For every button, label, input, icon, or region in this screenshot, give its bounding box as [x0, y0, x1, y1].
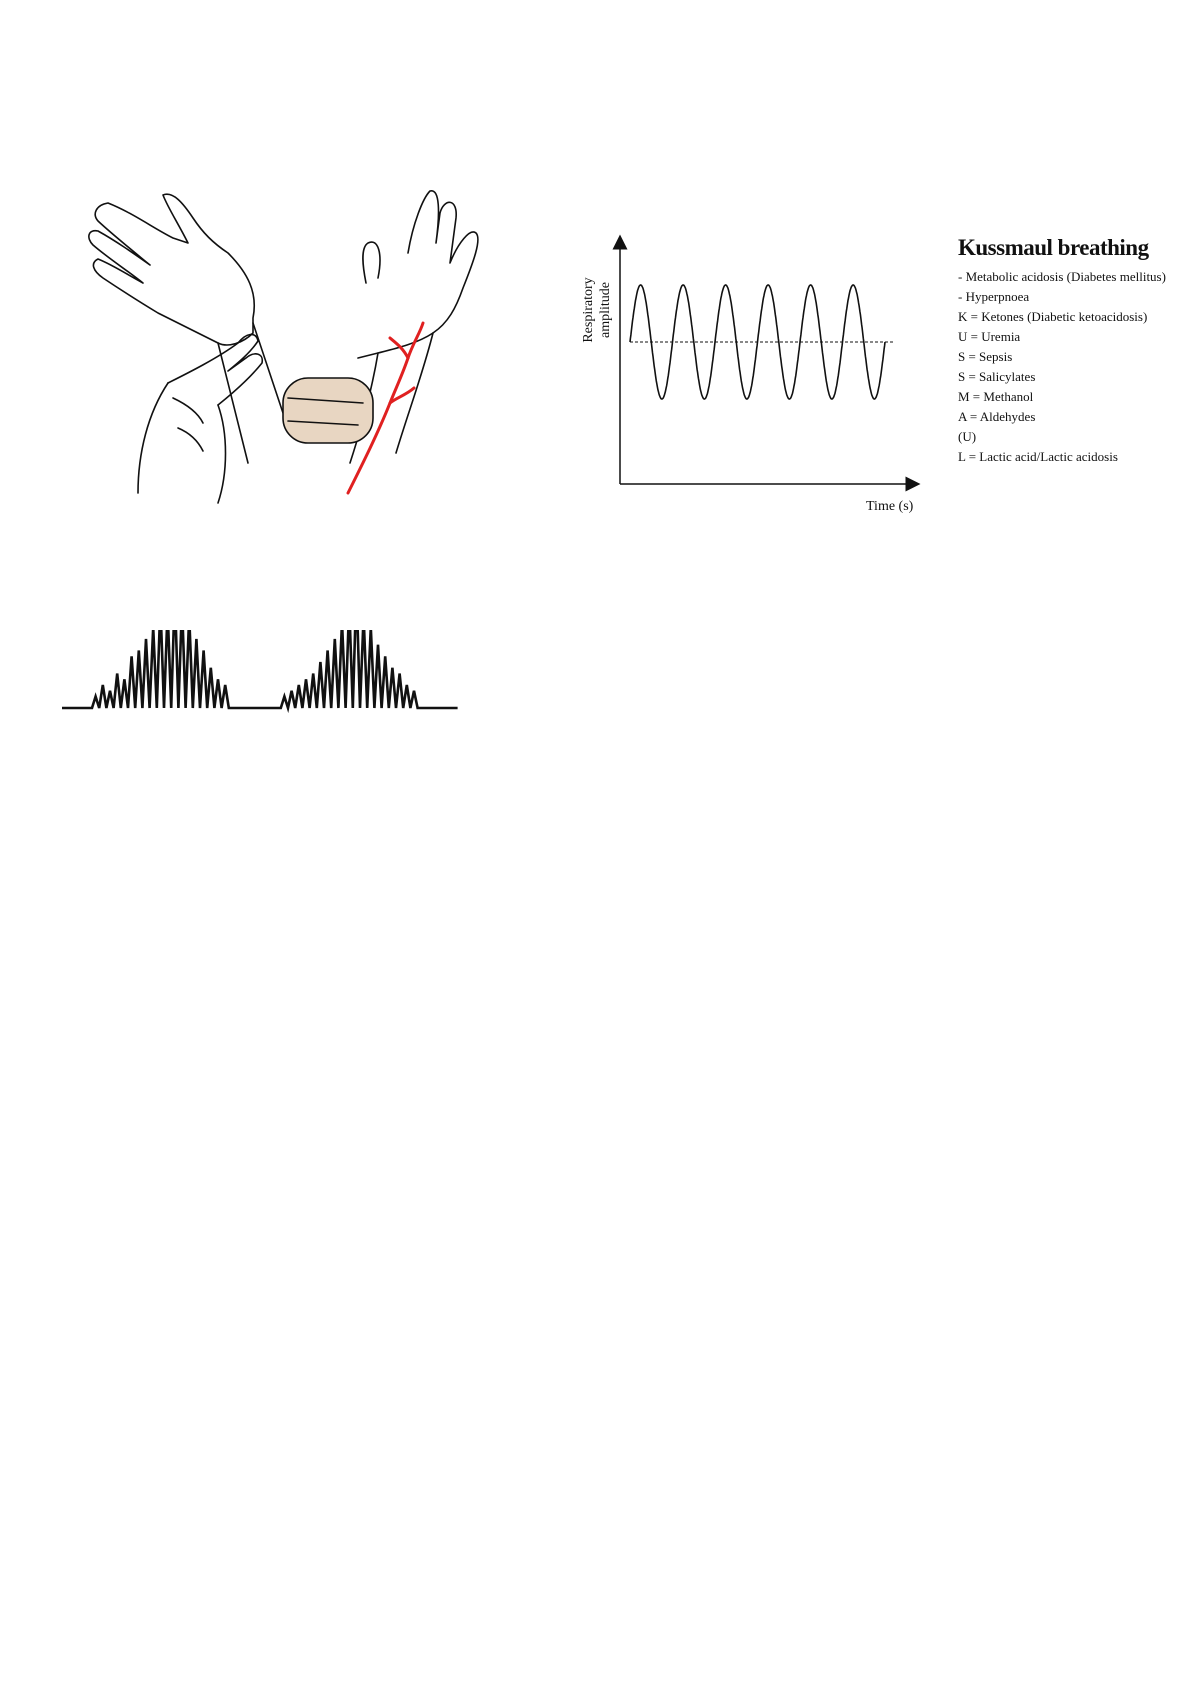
kussmaul-legend: [958, 235, 1198, 467]
crescendo-wave: [62, 630, 458, 708]
legend-item: L = Lactic acid/Lactic acidosis: [958, 449, 1118, 464]
legend-title: Kussmaul breathing: [958, 235, 1149, 260]
x-axis-label: Time (s): [866, 499, 914, 514]
legend-list: [958, 267, 1198, 467]
left-forearm: [218, 343, 248, 463]
legend-item: - Metabolic acidosis (Diabetes mellitus): [958, 269, 1166, 284]
checking-fingers: [168, 334, 262, 405]
legend-item: - Hyperpnoea: [958, 289, 1030, 304]
radial-pulse-illustration: [78, 183, 548, 543]
legend-item: S = Salicylates: [958, 369, 1036, 384]
legend-item: M = Methanol: [958, 389, 1034, 404]
y-axis-label: Respiratory amplitude: [581, 277, 613, 343]
legend-item: K = Ketones (Diabetic ketoacidosis): [958, 309, 1148, 324]
legend-item: (U): [958, 429, 977, 444]
crescendo-breathing-chart: [62, 630, 607, 805]
legend-item: A = Aldehydes: [958, 409, 1036, 424]
left-palm-outline: [89, 194, 254, 345]
legend-item: S = Sepsis: [958, 349, 1013, 364]
legend-item: U = Uremia: [958, 329, 1021, 344]
pressing-fingers: [283, 378, 373, 443]
checking-hand: [138, 383, 226, 503]
